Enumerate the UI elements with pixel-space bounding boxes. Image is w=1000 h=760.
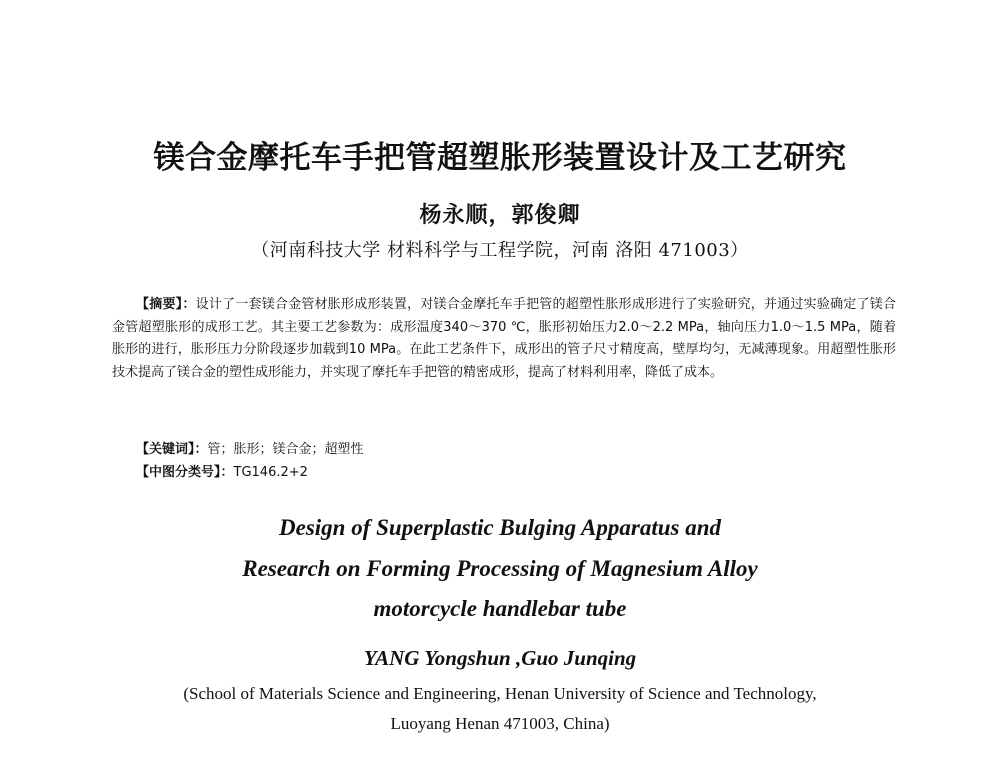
abstract-text: 设计了一套镁合金管材胀形成形装置，对镁合金摩托车手把管的超塑性胀形成形进行了实验研究，并通过实验确定了镁合金管超塑胀形的成形工艺。其主要工艺参数为：成形温度340～370 ℃，胀形初始压力2.0～2.2 MPa，轴向压力1.0～1.5 MPa，随着胀形的进行，胀形压力分阶段逐步加载到10 MPa。在此工艺条件下，成形出的管子尺寸精度高，壁厚均匀，无减薄现象。用超塑性胀形技术提高了镁合金的塑性成形能力，并实现了摩托车手把管的精密成形，提高了材料利用率，降低了成本。 (112, 297, 896, 380)
english-title-line-1: Design of Superplastic Bulging Apparatus and (279, 515, 721, 540)
english-title-line-3: motorcycle handlebar tube (373, 596, 627, 621)
chinese-affiliation: （河南科技大学 材料科学与工程学院，河南 洛阳 471003） (251, 240, 749, 261)
keywords-line (136, 438, 364, 457)
keywords-label: 【关键词】： (136, 442, 208, 457)
english-title-line-2: Research on Forming Processing of Magnesium Alloy (242, 556, 758, 581)
english-affiliation-line-1: (School of Materials Science and Engineering, Henan University of Science and Technology, (183, 684, 817, 703)
chinese-abstract (112, 294, 896, 384)
classification-label: 【中图分类号】： (136, 465, 234, 480)
abstract-label: 【摘要】： (136, 297, 196, 312)
english-authors: YANG Yongshun ,Guo Junqing (363, 646, 637, 670)
keywords-text: 管；胀形；镁合金；超塑性 (207, 442, 364, 457)
abstract-paragraph (112, 294, 896, 384)
english-affiliation-line-2: Luoyang Henan 471003, China) (390, 714, 610, 733)
classification-line (136, 461, 308, 480)
chinese-title: 镁合金摩托车手把管超塑胀形装置设计及工艺研究 (153, 140, 847, 176)
classification-text: TG146.2+2 (233, 465, 308, 480)
chinese-authors: 杨永顺，郭俊卿 (419, 202, 581, 228)
